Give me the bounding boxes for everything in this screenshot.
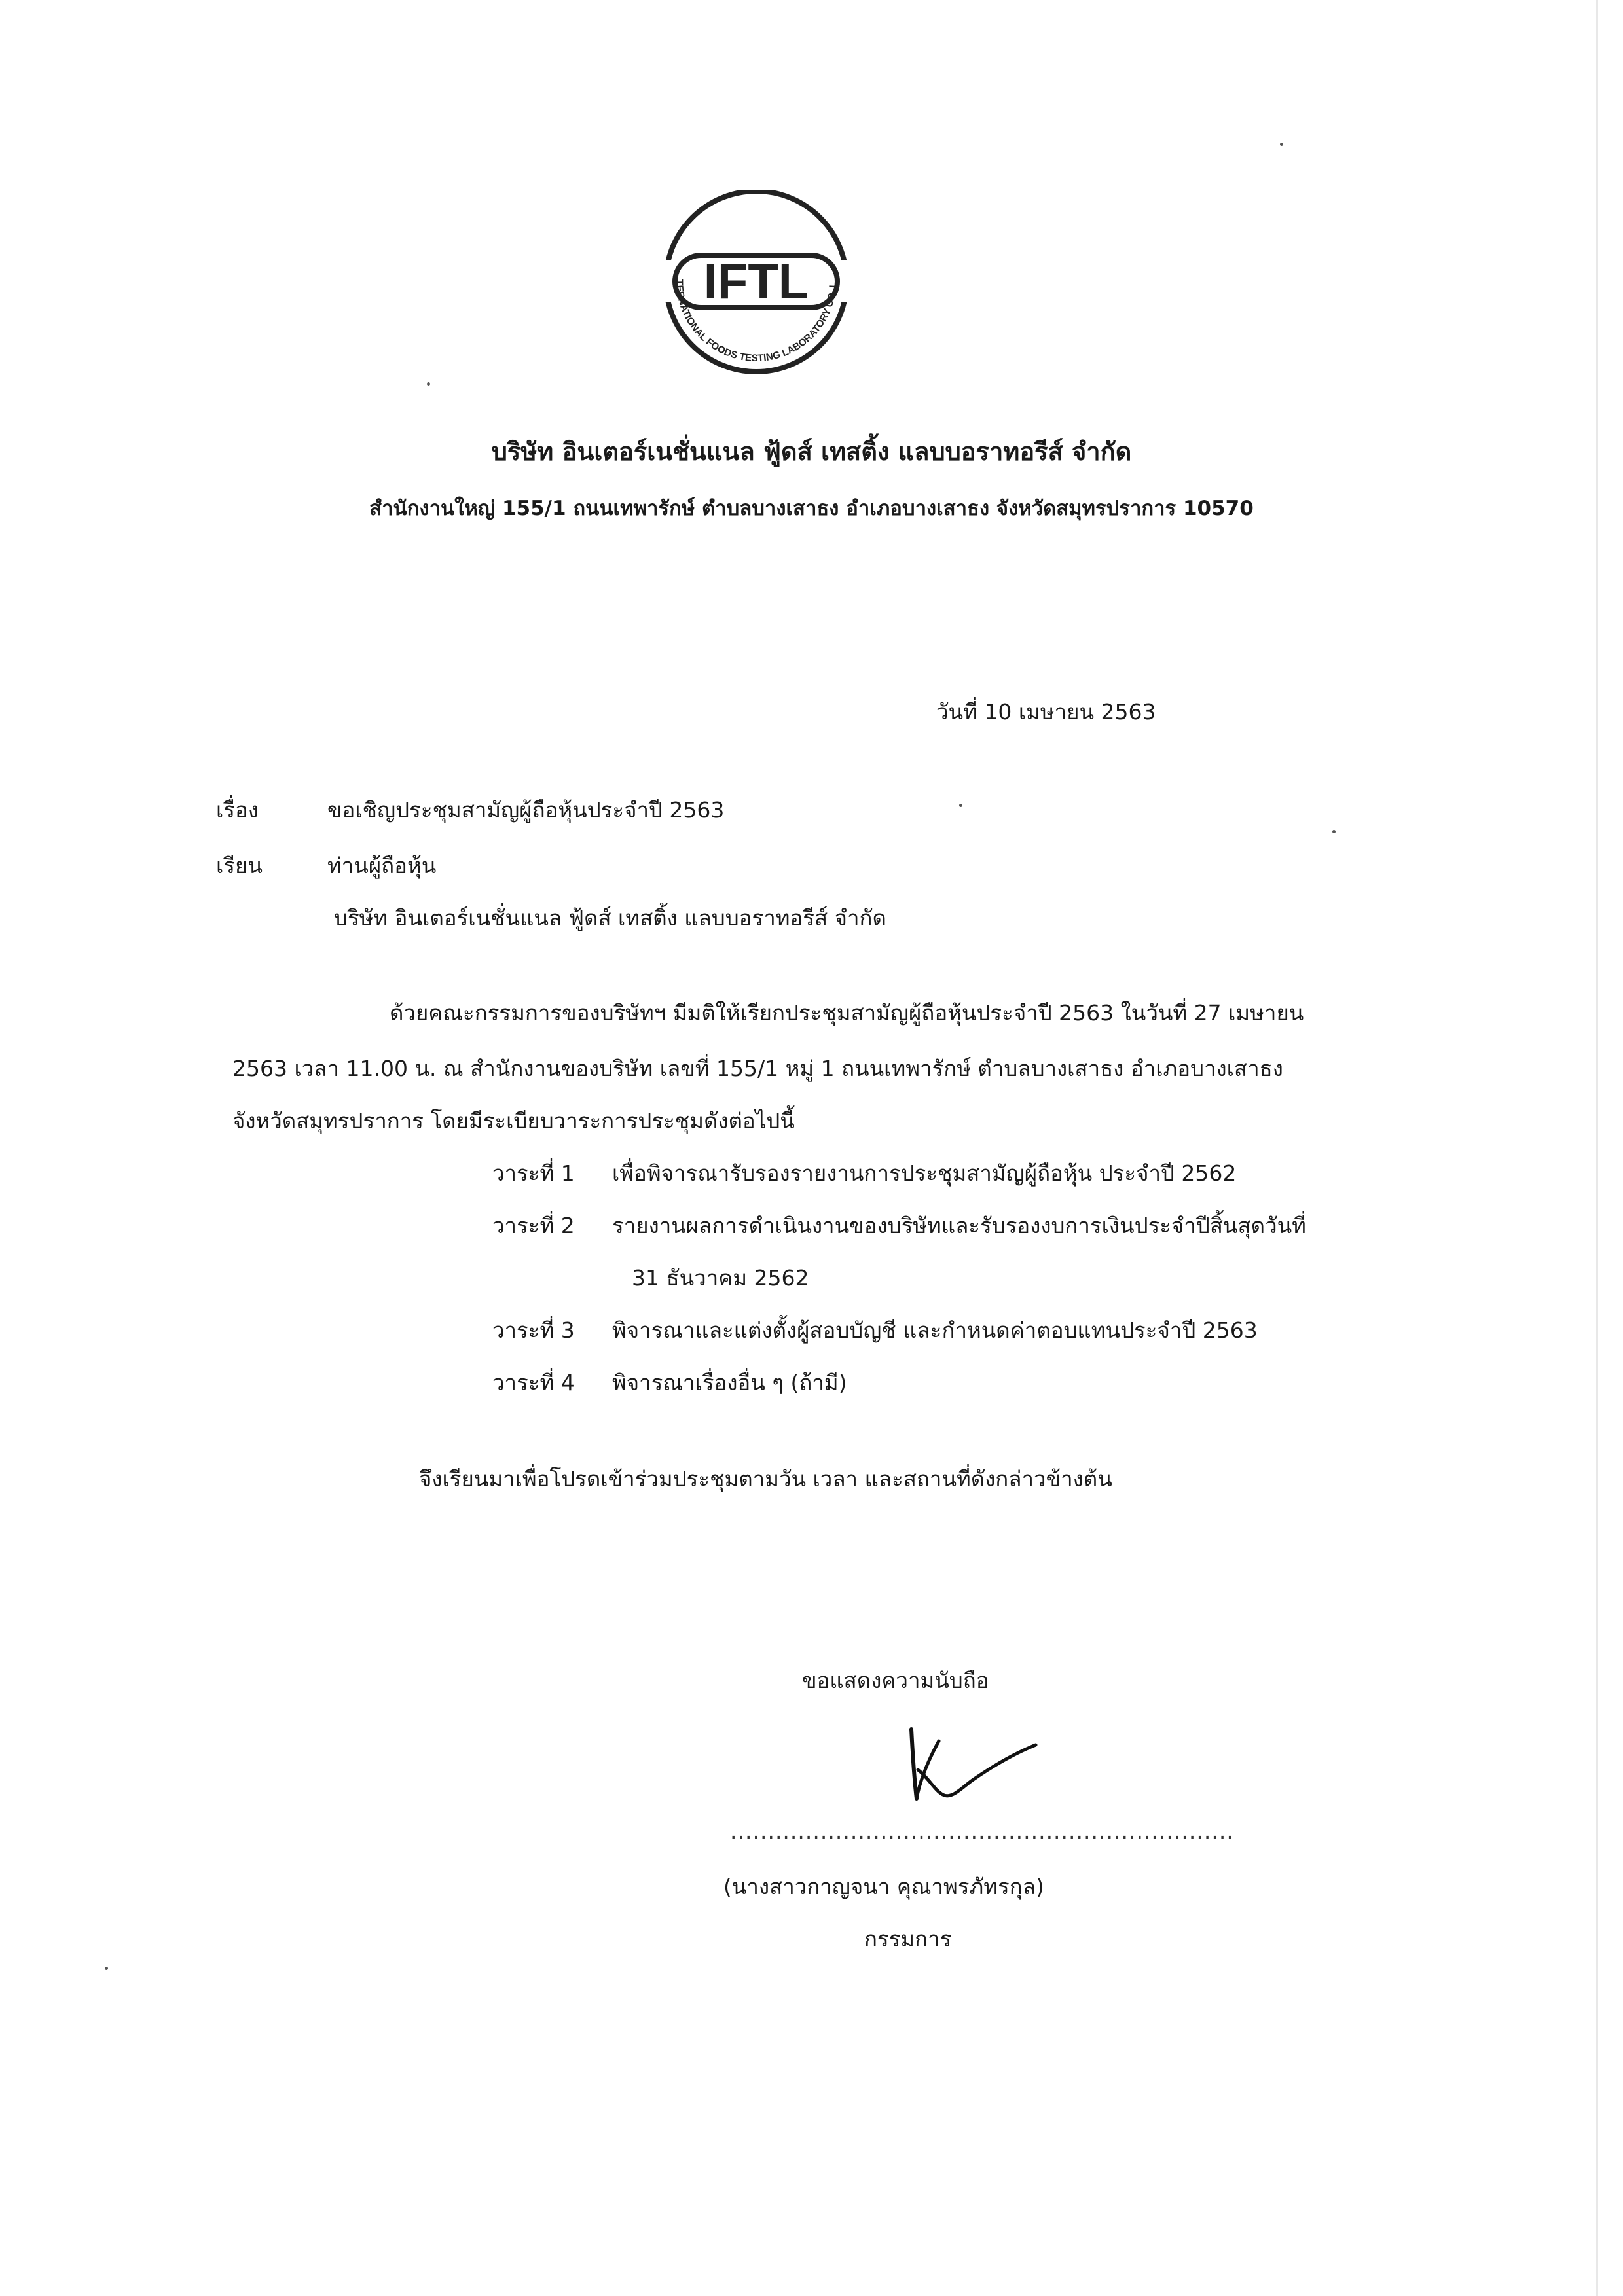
body-line: ด้วยคณะกรรมการของบริษัทฯ มีมติให้เรียกประชุมสามัญผู้ถือหุ้นประจำปี 2563 ในวันที่ 27 เมษายน [390,1000,1304,1026]
scan-edge [1596,0,1598,2296]
agenda-label: วาระที่ 3 [492,1318,575,1343]
subject-label: เรื่อง [216,797,259,823]
scan-speck [959,804,962,807]
agenda-text: พิจารณาและแต่งตั้งผู้สอบบัญชี และกำหนดค่าตอบแทนประจำปี 2563 [612,1318,1258,1343]
regards-text: ขอแสดงความนับถือ [802,1668,989,1693]
scan-speck [1280,143,1283,146]
agenda-text-continuation: 31 ธันวาคม 2562 [632,1265,809,1291]
scan-speck [1332,830,1336,833]
subject-value: ขอเชิญประชุมสามัญผู้ถือหุ้นประจำปี 2563 [327,797,725,823]
agenda-label: วาระที่ 1 [492,1160,575,1186]
company-address: สำนักงานใหญ่ 155/1 ถนนเทพารักษ์ ตำบลบางเสาธง อำเภอบางเสาธง จังหวัดสมุทรปราการ 10570 [369,497,1254,520]
scan-speck [427,382,430,386]
agenda-label: วาระที่ 2 [492,1213,575,1238]
scan-speck [105,1967,108,1970]
recipient-value: ท่านผู้ถือหุ้น [327,853,437,878]
signer-name: (นางสาวกาญจนา คุณาพรภัทรกุล) [723,1874,1044,1899]
logo-text: IFTL [703,254,809,310]
recipient-company: บริษัท อินเตอร์เนชั่นแนล ฟู้ดส์ เทสติ้ง แลบบอราทอรีส์ จำกัด [334,905,886,931]
logo-graphic [645,190,867,380]
company-logo [645,190,867,380]
company-name: บริษัท อินเตอร์เนชั่นแนล ฟู้ดส์ เทสติ้ง แลบบอราทอรีส์ จำกัด [491,437,1132,466]
agenda-text: เพื่อพิจารณารับรองรายงานการประชุมสามัญผู้ถือหุ้น ประจำปี 2562 [612,1160,1237,1186]
body-line: จังหวัดสมุทรปราการ โดยมีระเบียบวาระการประชุมดังต่อไปนี้ [232,1108,795,1134]
signer-title: กรรมการ [864,1926,952,1952]
logo-ring-text-path: TERNATIONAL FOODS TESTING LABORATORY CO.,L [673,279,839,365]
recipient-label: เรียน [216,853,263,878]
agenda-text: พิจารณาเรื่องอื่น ๆ (ถ้ามี) [612,1370,847,1395]
agenda-label: วาระที่ 4 [492,1370,575,1395]
body-line: 2563 เวลา 11.00 น. ณ สำนักงานของบริษัท เลขที่ 155/1 หมู่ 1 ถนนเทพารักษ์ ตำบลบางเสาธง อำเภอบางเสาธง [232,1056,1283,1081]
letter-date: วันที่ 10 เมษายน 2563 [936,699,1156,725]
closing-line: จึงเรียนมาเพื่อโปรดเข้าร่วมประชุมตามวัน เวลา และสถานที่ดังกล่าวข้างต้น [419,1466,1112,1492]
signature-line: ................................................................... [730,1818,1234,1844]
signature [897,1715,1041,1806]
agenda-text: รายงานผลการดำเนินงานของบริษัทและรับรองงบการเงินประจำปีสิ้นสุดวันที่ [612,1213,1306,1238]
signature-graphic [897,1715,1041,1806]
